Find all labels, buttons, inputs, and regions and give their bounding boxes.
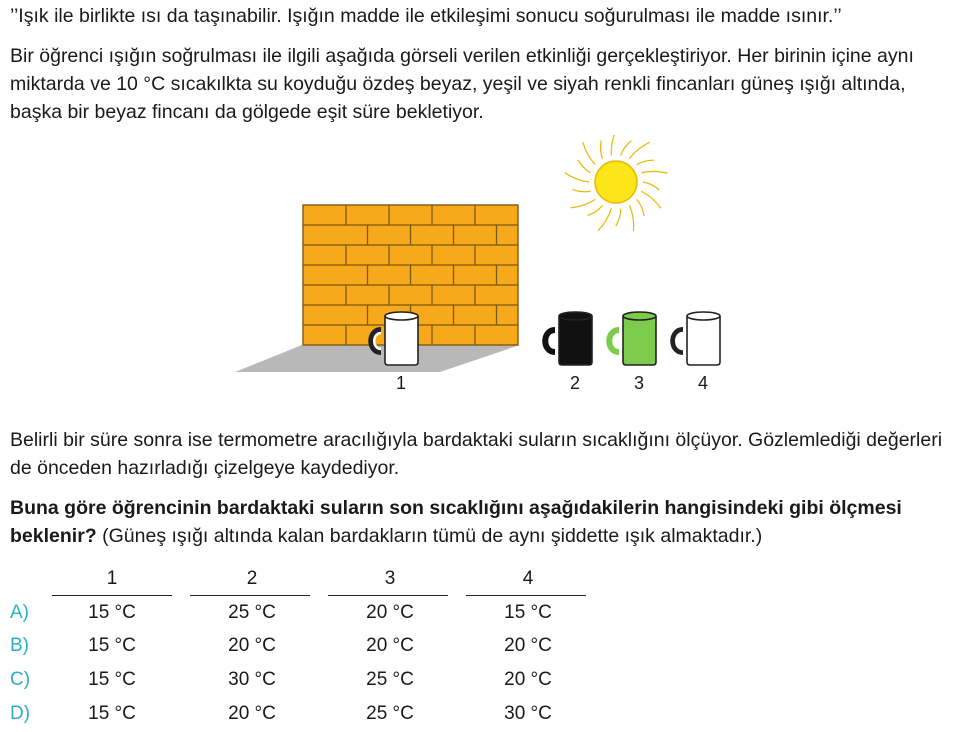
option-a-cell-2: 25 °C (228, 602, 276, 623)
option-b-cell-3: 20 °C (366, 635, 414, 656)
col-rule-2 (190, 595, 310, 596)
option-a-cell-1: 15 °C (88, 602, 136, 623)
option-b-letter[interactable]: B) (10, 635, 29, 656)
option-d-cell-4: 30 °C (504, 703, 552, 724)
col-header-3: 3 (384, 568, 396, 589)
question-bold: Buna göre öğrencinin bardaktaki suların son sıcaklığını aşağıdakilerin hangisindeki gibi ölçmesi beklenir? (10, 497, 902, 547)
question-note: (Güneş ışığı altında kalan bardakların tümü de aynı şiddette ışık almaktadır.) (96, 525, 763, 547)
measurement-text: Belirli bir süre sonra ise termometre aracılığıyla bardaktaki suların sıcaklığını ölçüyor. Gözlemlediği değerleri de önceden hazırladığı çizelgeye kaydediyor. (10, 429, 943, 479)
mug-2 (545, 312, 592, 365)
question (10, 494, 945, 550)
activity-description: Bir öğrenci ışığın soğrulması ile ilgili aşağıda görseli verilen etkinliği gerçekleştiriyor. Her birinin içine aynı miktarda ve 10 °C sıcakılkta su koyduğu özdeş beyaz, yeşil ve siyah renkli fincanları güneş ışığı altında, başka bir beyaz fincanı da gölgede eşit süre bekletiyor. (10, 45, 914, 123)
mug-4 (673, 312, 720, 365)
mug-label-1: 1 (395, 373, 407, 393)
col-header-1: 1 (106, 568, 118, 589)
col-rule-3 (328, 595, 448, 596)
col-header-2: 2 (246, 568, 258, 589)
col-rule-4 (466, 595, 586, 596)
col-header-4: 4 (522, 568, 534, 589)
option-b-cell-1: 15 °C (88, 635, 136, 656)
sun-icon (565, 135, 667, 231)
intro-quote: ’’Işık ile birlikte ısı da taşınabilir. Işığın madde ile etkileşimi sonucu soğurulması ile madde ısınır.’’ (10, 5, 842, 27)
answer-table (0, 562, 620, 732)
option-a-letter[interactable]: A) (10, 602, 29, 623)
mug-label-2: 2 (569, 373, 581, 393)
mug-3 (609, 312, 656, 365)
option-b-cell-2: 20 °C (228, 635, 276, 656)
mug-label-3: 3 (633, 373, 645, 393)
option-b-cell-4: 20 °C (504, 635, 552, 656)
option-c-cell-2: 30 °C (228, 669, 276, 690)
option-d-cell-3: 25 °C (366, 703, 414, 724)
option-d-cell-2: 20 °C (228, 703, 276, 724)
option-c-cell-1: 15 °C (88, 669, 136, 690)
mug-label-4: 4 (697, 373, 709, 393)
col-rule-1 (52, 595, 172, 596)
option-c-letter[interactable]: C) (10, 669, 31, 690)
option-a-cell-3: 20 °C (366, 602, 414, 623)
option-d-letter[interactable]: D) (10, 703, 31, 724)
option-a-cell-4: 15 °C (504, 602, 552, 623)
option-c-cell-3: 25 °C (366, 669, 414, 690)
option-c-cell-4: 20 °C (504, 669, 552, 690)
experiment-figure (230, 135, 730, 395)
option-d-cell-1: 15 °C (88, 703, 136, 724)
